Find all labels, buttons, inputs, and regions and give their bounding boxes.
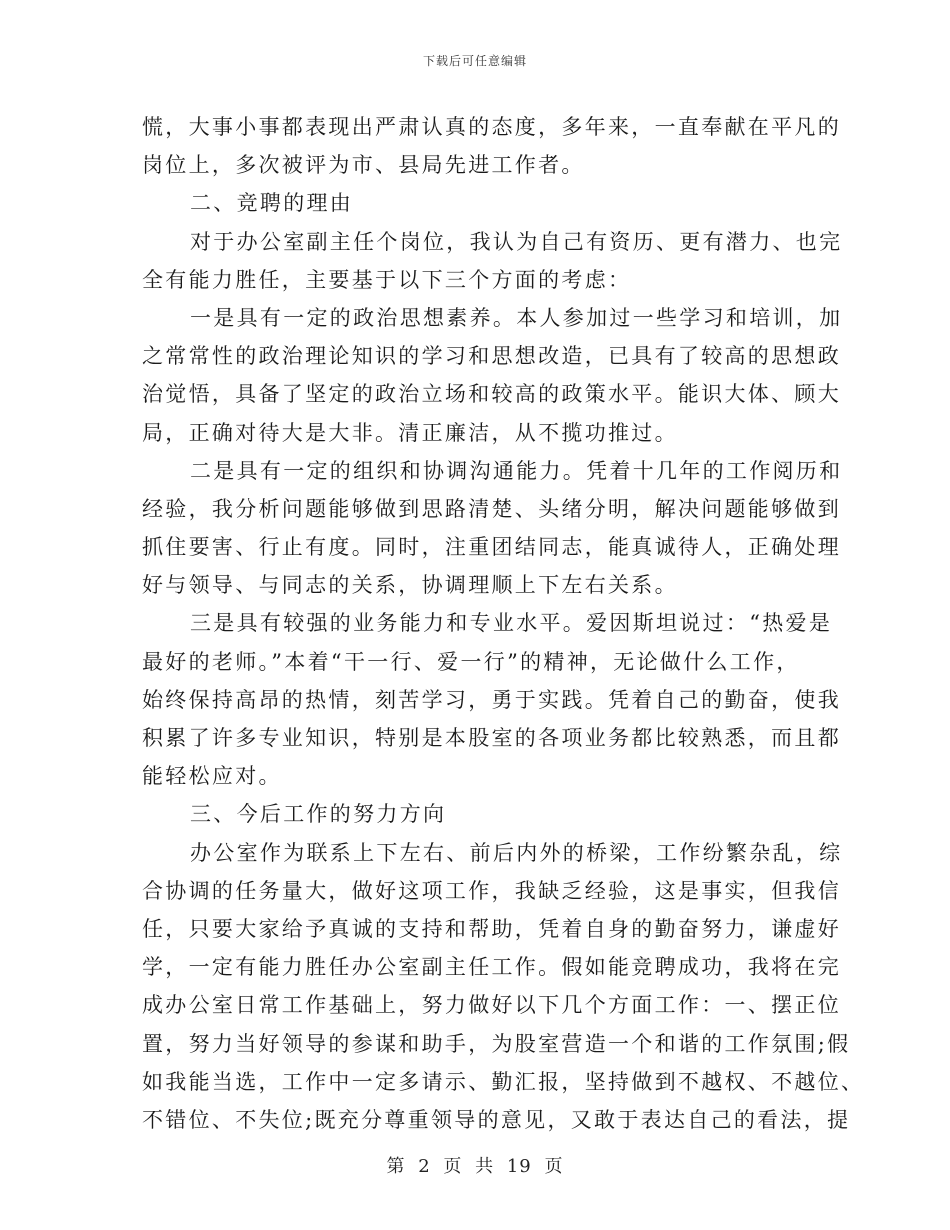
text-line: 好与领导、与同志的关系，协调理顺上下左右关系。 [142, 573, 678, 598]
text-line: 合协调的任务量大，做好这项工作，我缺乏经验，这是事实，但我信 [142, 878, 841, 903]
text-line: 抓住要害、行止有度。同时，注重团结同志，能真诚待人，正确处理 [142, 535, 841, 560]
text-line: 学，一定有能力胜任办公室副主任工作。假如能竞聘成功，我将在完 [142, 955, 841, 980]
text-line: 治觉悟，具备了坚定的政治立场和较高的政策水平。能识大体、顾大 [142, 382, 841, 407]
text-line: 始终保持高昂的热情，刻苦学习，勇于实践。凭着自己的勤奋，使我 [142, 687, 841, 712]
text-line: 办公室作为联系上下左右、前后内外的桥梁，工作纷繁杂乱，综 [190, 840, 843, 865]
text-line: 之常常性的政治理论知识的学习和思想改造，已具有了较高的思想政 [142, 344, 841, 369]
section-heading: 三、今后工作的努力方向 [190, 802, 447, 827]
text-line: 三是具有较强的业务能力和专业水平。爱因斯坦说过：“热爱是 [190, 611, 833, 636]
text-line: 最好的老师。”本着“干一行、爱一行”的精神，无论做什么工作， [142, 649, 800, 674]
section-heading: 二、竞聘的理由 [190, 191, 354, 216]
page-number: 第 2 页 共 19 页 [386, 1156, 564, 1177]
text-line: 二是具有一定的组织和协调沟通能力。凭着十几年的工作阅历和 [190, 458, 843, 483]
text-line: 任，只要大家给予真诚的支持和帮助，凭着自身的勤奋努力，谦虚好 [142, 916, 841, 941]
document-body [142, 108, 865, 1139]
text-line: 如我能当选，工作中一定多请示、勤汇报，坚持做到不越权、不越位、 [142, 1069, 865, 1094]
text-line: 不错位、不失位;既充分尊重领导的意见，又敢于表达自己的看法，提 [142, 1107, 851, 1132]
text-line: 一是具有一定的政治思想素养。本人参加过一些学习和培训，加 [190, 305, 843, 330]
page-header-note: 下载后可任意编辑 [422, 54, 527, 68]
text-line: 成办公室日常工作基础上，努力做好以下几个方面工作：一、摆正位 [142, 993, 841, 1018]
text-line: 置，努力当好领导的参谋和助手，为股室营造一个和谐的工作氛围;假 [142, 1031, 851, 1056]
text-line: 能轻松应对。 [142, 764, 282, 789]
text-line: 全有能力胜任，主要基于以下三个方面的考虑： [142, 267, 632, 292]
text-line: 积累了许多专业知识，特别是本股室的各项业务都比较熟悉，而且都 [142, 726, 841, 750]
text-line: 对于办公室副主任个岗位，我认为自己有资历、更有潜力、也完 [190, 229, 843, 254]
text-line: 经验，我分析问题能够做到思路清楚、头绪分明，解决问题能够做到 [142, 496, 841, 521]
text-line: 慌，大事小事都表现出严肃认真的态度，多年来，一直奉献在平凡的 [142, 115, 841, 139]
text-line: 岗位上，多次被评为市、县局先进工作者。 [142, 153, 585, 178]
text-line: 局，正确对待大是大非。清正廉洁，从不揽功推过。 [142, 420, 678, 445]
